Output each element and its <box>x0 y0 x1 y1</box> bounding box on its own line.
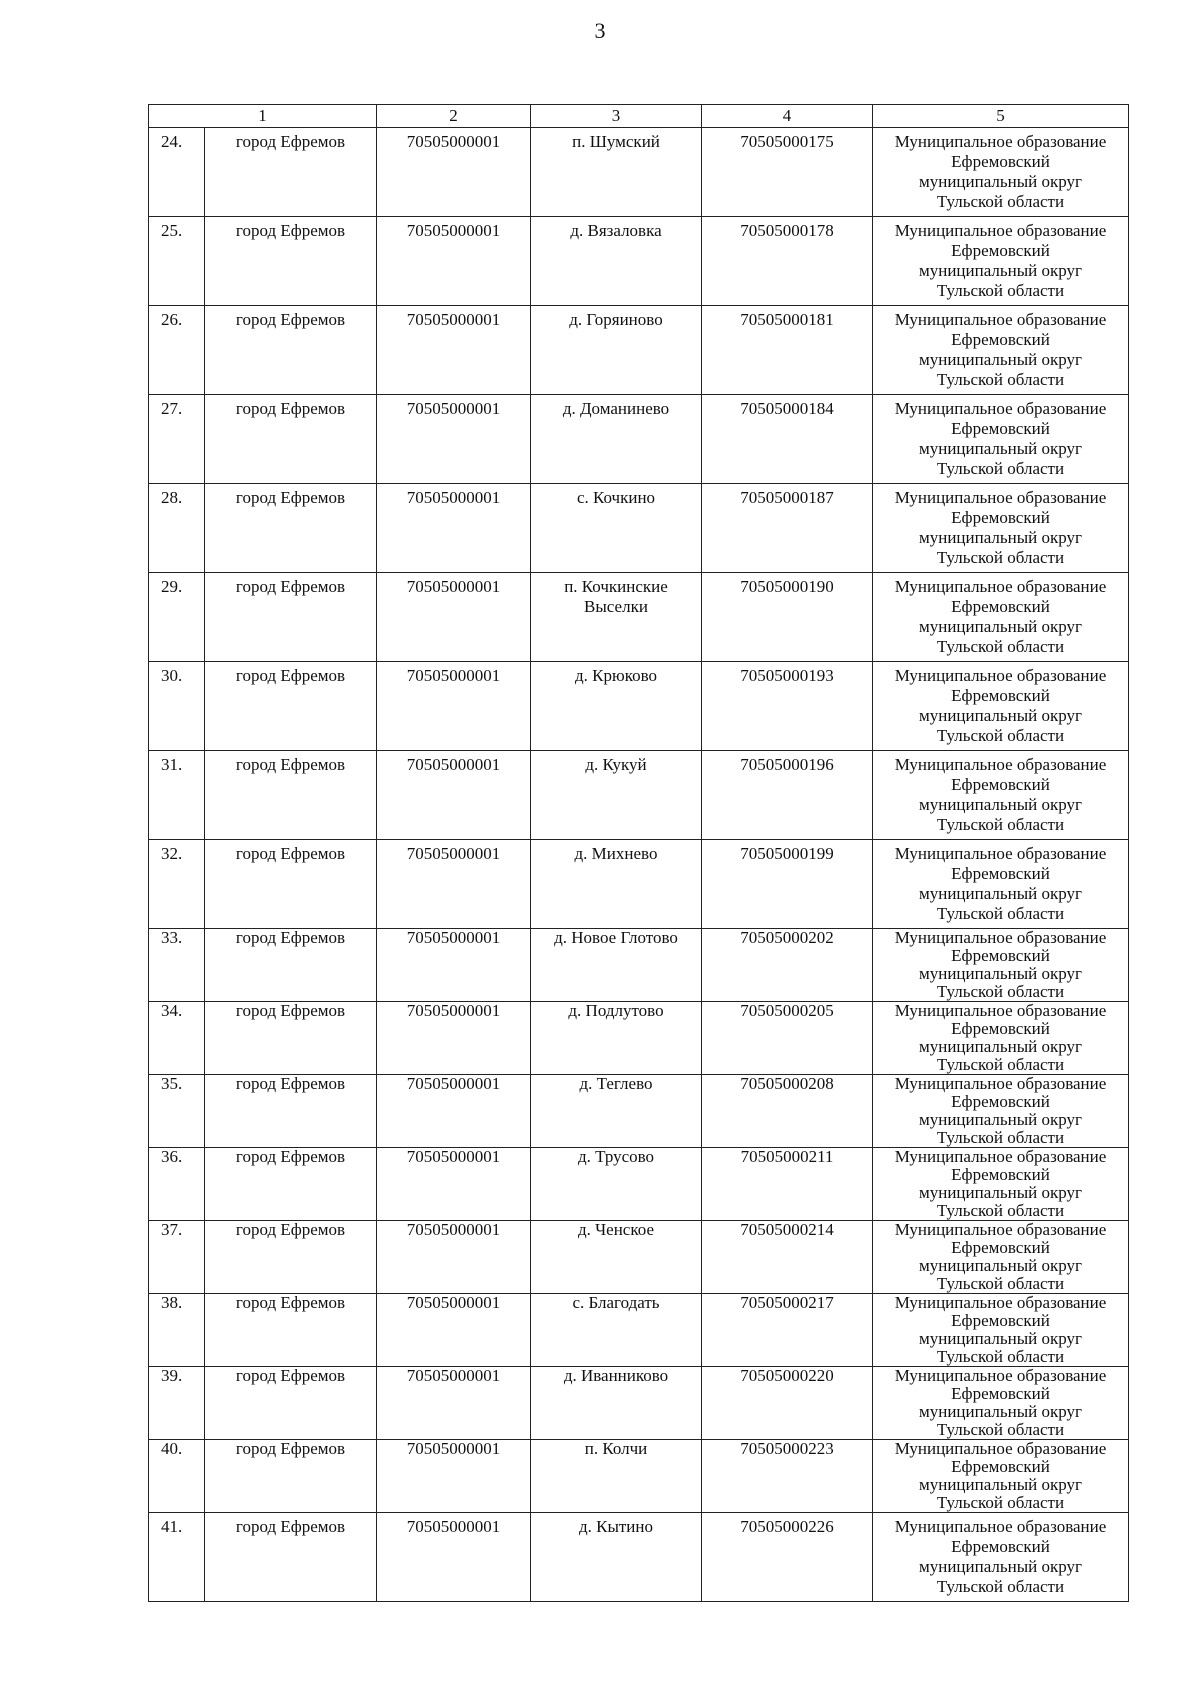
row-number-cell: 36. <box>149 1148 205 1221</box>
table-row <box>149 1294 1129 1367</box>
city-code-cell: 70505000001 <box>377 662 531 751</box>
municipality-cell <box>873 1148 1129 1221</box>
city-code-cell: 70505000001 <box>377 217 531 306</box>
city-cell: город Ефремов <box>205 1440 377 1513</box>
municipality-line: муниципальный округ <box>918 172 1083 191</box>
municipality-line: муниципальный округ <box>918 1329 1083 1348</box>
municipality-line: Муниципальное образование <box>894 666 1107 685</box>
city-cell: город Ефремов <box>205 128 377 217</box>
municipality-line: муниципальный округ <box>918 1402 1083 1421</box>
settlement-cell <box>531 840 702 929</box>
row-number-cell: 33. <box>149 929 205 1002</box>
settlement-line: п. Шумский <box>572 132 660 151</box>
settlement-cell <box>531 306 702 395</box>
settlement-code-cell: 70505000184 <box>702 395 873 484</box>
settlement-code-cell: 70505000217 <box>702 1294 873 1367</box>
municipality-line: Муниципальное образование <box>894 488 1107 507</box>
table-row <box>149 1367 1129 1440</box>
municipality-line: Ефремовский <box>951 419 1050 438</box>
row-number-cell: 35. <box>149 1075 205 1148</box>
settlement-code-cell: 70505000220 <box>702 1367 873 1440</box>
municipality-line: муниципальный округ <box>918 1110 1083 1129</box>
settlement-line: д. Кукуй <box>585 755 647 774</box>
settlement-line: д. Трусово <box>577 1147 655 1166</box>
city-cell: город Ефремов <box>205 1513 377 1602</box>
row-number-cell: 41. <box>149 1513 205 1602</box>
municipality-line: Тульской области <box>936 1493 1065 1512</box>
city-cell: город Ефремов <box>205 1294 377 1367</box>
municipality-line: муниципальный округ <box>918 1475 1083 1494</box>
row-number-cell: 34. <box>149 1002 205 1075</box>
municipality-line: Муниципальное образование <box>894 1220 1107 1239</box>
municipality-line: Муниципальное образование <box>894 1001 1107 1020</box>
settlement-line: п. Колчи <box>584 1439 648 1458</box>
municipality-line: Ефремовский <box>951 1019 1050 1038</box>
municipality-cell <box>873 1513 1129 1602</box>
municipality-line: Муниципальное образование <box>894 1074 1107 1093</box>
settlement-cell <box>531 1002 702 1075</box>
city-cell: город Ефремов <box>205 840 377 929</box>
municipality-line: Тульской области <box>936 1577 1065 1596</box>
municipality-line: Муниципальное образование <box>894 1439 1107 1458</box>
city-cell: город Ефремов <box>205 662 377 751</box>
municipality-line: муниципальный округ <box>918 1037 1083 1056</box>
table-row <box>149 306 1129 395</box>
municipality-line: Муниципальное образование <box>894 844 1107 863</box>
city-cell: город Ефремов <box>205 751 377 840</box>
table-row <box>149 1148 1129 1221</box>
city-cell: город Ефремов <box>205 484 377 573</box>
table-row <box>149 929 1129 1002</box>
settlement-line: д. Горяиново <box>569 310 663 329</box>
settlement-line: д. Михнево <box>574 844 658 863</box>
municipality-line: муниципальный округ <box>918 617 1083 636</box>
table-row <box>149 1002 1129 1075</box>
city-code-cell: 70505000001 <box>377 1294 531 1367</box>
municipality-line: муниципальный округ <box>918 1183 1083 1202</box>
settlement-cell <box>531 1294 702 1367</box>
municipality-line: Тульской области <box>936 904 1065 923</box>
table-row <box>149 217 1129 306</box>
settlement-cell <box>531 1148 702 1221</box>
settlement-line: с. Кочкино <box>576 488 656 507</box>
municipality-cell <box>873 929 1129 1002</box>
municipality-line: Ефремовский <box>951 597 1050 616</box>
city-cell: город Ефремов <box>205 306 377 395</box>
municipality-line: Муниципальное образование <box>894 1293 1107 1312</box>
city-code-cell: 70505000001 <box>377 1148 531 1221</box>
settlement-code-cell: 70505000199 <box>702 840 873 929</box>
city-code-cell: 70505000001 <box>377 1440 531 1513</box>
municipality-line: Тульской области <box>936 637 1065 656</box>
settlement-line: Выселки <box>584 597 648 616</box>
settlement-line: д. Иванниково <box>563 1366 669 1385</box>
municipality-line: Ефремовский <box>951 775 1050 794</box>
settlement-cell <box>531 1221 702 1294</box>
municipality-line: Ефремовский <box>951 241 1050 260</box>
municipality-line: Муниципальное образование <box>894 1517 1107 1536</box>
settlement-code-cell: 70505000208 <box>702 1075 873 1148</box>
municipality-cell <box>873 840 1129 929</box>
settlement-line: д. Крюково <box>575 666 657 685</box>
municipality-line: Ефремовский <box>951 508 1050 527</box>
settlement-line: д. Новое Глотово <box>554 928 678 947</box>
city-cell: город Ефремов <box>205 1367 377 1440</box>
settlement-code-cell: 70505000202 <box>702 929 873 1002</box>
municipality-line: Муниципальное образование <box>894 755 1107 774</box>
row-number-cell: 31. <box>149 751 205 840</box>
municipality-line: Тульской области <box>936 1055 1065 1074</box>
city-code-cell: 70505000001 <box>377 929 531 1002</box>
municipality-cell <box>873 128 1129 217</box>
municipality-line: муниципальный округ <box>918 1557 1083 1576</box>
municipality-line: Тульской области <box>936 1274 1065 1293</box>
municipality-line: Тульской области <box>936 815 1065 834</box>
city-code-cell: 70505000001 <box>377 1075 531 1148</box>
municipality-line: Ефремовский <box>951 330 1050 349</box>
header-col-5: 5 <box>873 105 1129 128</box>
table-row <box>149 1075 1129 1148</box>
settlement-cell <box>531 395 702 484</box>
city-code-cell: 70505000001 <box>377 128 531 217</box>
municipality-line: муниципальный округ <box>918 261 1083 280</box>
municipality-cell <box>873 751 1129 840</box>
row-number-cell: 32. <box>149 840 205 929</box>
municipality-cell <box>873 484 1129 573</box>
row-number-cell: 24. <box>149 128 205 217</box>
municipality-line: муниципальный округ <box>918 350 1083 369</box>
settlement-cell <box>531 1513 702 1602</box>
city-cell: город Ефремов <box>205 1075 377 1148</box>
row-number-cell: 28. <box>149 484 205 573</box>
row-number-cell: 25. <box>149 217 205 306</box>
header-col-4: 4 <box>702 105 873 128</box>
row-number-cell: 39. <box>149 1367 205 1440</box>
municipality-line: Ефремовский <box>951 1238 1050 1257</box>
settlements-table <box>148 104 1129 1602</box>
municipality-line: муниципальный округ <box>918 439 1083 458</box>
settlement-line: д. Ченское <box>577 1220 655 1239</box>
page-number: 3 <box>594 18 606 43</box>
municipality-line: Тульской области <box>936 1347 1065 1366</box>
table-row <box>149 1221 1129 1294</box>
table-row <box>149 1513 1129 1602</box>
municipality-line: Тульской области <box>936 1201 1065 1220</box>
municipality-line: Тульской области <box>936 548 1065 567</box>
settlement-code-cell: 70505000190 <box>702 573 873 662</box>
settlement-code-cell: 70505000181 <box>702 306 873 395</box>
city-code-cell: 70505000001 <box>377 306 531 395</box>
municipality-line: Ефремовский <box>951 1384 1050 1403</box>
header-col-1: 1 <box>149 105 377 128</box>
settlement-code-cell: 70505000178 <box>702 217 873 306</box>
municipality-line: Муниципальное образование <box>894 577 1107 596</box>
municipality-line: Тульской области <box>936 370 1065 389</box>
municipality-line: Муниципальное образование <box>894 1147 1107 1166</box>
city-cell: город Ефремов <box>205 395 377 484</box>
municipality-line: муниципальный округ <box>918 795 1083 814</box>
municipality-line: Муниципальное образование <box>894 310 1107 329</box>
municipality-cell <box>873 1075 1129 1148</box>
municipality-cell <box>873 1367 1129 1440</box>
settlement-cell <box>531 1367 702 1440</box>
table-row <box>149 1440 1129 1513</box>
municipality-line: Тульской области <box>936 1420 1065 1439</box>
row-number-cell: 38. <box>149 1294 205 1367</box>
municipality-line: муниципальный округ <box>918 1256 1083 1275</box>
city-code-cell: 70505000001 <box>377 1367 531 1440</box>
settlement-cell <box>531 128 702 217</box>
settlement-code-cell: 70505000196 <box>702 751 873 840</box>
city-code-cell: 70505000001 <box>377 1513 531 1602</box>
municipality-line: Муниципальное образование <box>894 399 1107 418</box>
municipality-cell <box>873 217 1129 306</box>
city-code-cell: 70505000001 <box>377 1221 531 1294</box>
settlement-line: д. Кытино <box>578 1517 654 1536</box>
municipality-line: Муниципальное образование <box>894 928 1107 947</box>
city-code-cell: 70505000001 <box>377 484 531 573</box>
municipality-line: муниципальный округ <box>918 706 1083 725</box>
municipality-line: Муниципальное образование <box>894 221 1107 240</box>
city-code-cell: 70505000001 <box>377 573 531 662</box>
municipality-line: Тульской области <box>936 726 1065 745</box>
settlement-cell <box>531 1075 702 1148</box>
municipality-cell <box>873 1221 1129 1294</box>
city-code-cell: 70505000001 <box>377 840 531 929</box>
municipality-line: Ефремовский <box>951 152 1050 171</box>
municipality-line: Ефремовский <box>951 1537 1050 1556</box>
municipality-line: Тульской области <box>936 1128 1065 1147</box>
municipality-line: Ефремовский <box>951 946 1050 965</box>
row-number-cell: 27. <box>149 395 205 484</box>
settlement-code-cell: 70505000226 <box>702 1513 873 1602</box>
municipality-line: Ефремовский <box>951 686 1050 705</box>
municipality-cell <box>873 1294 1129 1367</box>
settlement-line: д. Подлутово <box>568 1001 664 1020</box>
city-cell: город Ефремов <box>205 1002 377 1075</box>
settlement-code-cell: 70505000205 <box>702 1002 873 1075</box>
row-number-cell: 37. <box>149 1221 205 1294</box>
municipality-line: Тульской области <box>936 192 1065 211</box>
settlement-code-cell: 70505000187 <box>702 484 873 573</box>
municipality-cell <box>873 306 1129 395</box>
settlement-cell <box>531 1440 702 1513</box>
table-row <box>149 395 1129 484</box>
settlement-cell <box>531 751 702 840</box>
table-body <box>149 105 1129 1602</box>
settlement-cell <box>531 662 702 751</box>
city-cell: город Ефремов <box>205 1148 377 1221</box>
table-row <box>149 573 1129 662</box>
municipality-line: Ефремовский <box>951 1311 1050 1330</box>
municipality-line: Муниципальное образование <box>894 132 1107 151</box>
municipality-line: Тульской области <box>936 459 1065 478</box>
municipality-cell <box>873 662 1129 751</box>
row-number-cell: 40. <box>149 1440 205 1513</box>
municipality-line: Ефремовский <box>951 1092 1050 1111</box>
settlement-code-cell: 70505000223 <box>702 1440 873 1513</box>
city-code-cell: 70505000001 <box>377 751 531 840</box>
municipality-cell <box>873 1440 1129 1513</box>
municipality-line: Муниципальное образование <box>894 1366 1107 1385</box>
municipality-line: Тульской области <box>936 982 1065 1001</box>
municipality-line: муниципальный округ <box>918 964 1083 983</box>
settlement-line: п. Кочкинские <box>564 577 668 596</box>
settlement-cell <box>531 217 702 306</box>
header-row <box>149 105 1129 128</box>
row-number-cell: 29. <box>149 573 205 662</box>
municipality-line: Ефремовский <box>951 864 1050 883</box>
settlement-code-cell: 70505000211 <box>702 1148 873 1221</box>
city-cell: город Ефремов <box>205 573 377 662</box>
settlement-line: д. Доманинево <box>562 399 670 418</box>
table-row <box>149 751 1129 840</box>
row-number-cell: 26. <box>149 306 205 395</box>
settlement-cell <box>531 484 702 573</box>
city-cell: город Ефремов <box>205 217 377 306</box>
settlement-cell <box>531 573 702 662</box>
row-number-cell: 30. <box>149 662 205 751</box>
header-col-2: 2 <box>377 105 531 128</box>
settlement-code-cell: 70505000214 <box>702 1221 873 1294</box>
city-cell: город Ефремов <box>205 929 377 1002</box>
settlement-line: д. Вязаловка <box>570 221 662 240</box>
municipality-line: Ефремовский <box>951 1165 1050 1184</box>
table-row <box>149 662 1129 751</box>
city-cell: город Ефремов <box>205 1221 377 1294</box>
municipality-cell <box>873 573 1129 662</box>
municipality-cell <box>873 395 1129 484</box>
settlement-code-cell: 70505000175 <box>702 128 873 217</box>
municipality-line: муниципальный округ <box>918 528 1083 547</box>
municipality-line: муниципальный округ <box>918 884 1083 903</box>
settlement-line: д. Теглево <box>579 1074 653 1093</box>
municipality-line: Тульской области <box>936 281 1065 300</box>
settlement-cell <box>531 929 702 1002</box>
municipality-line: Ефремовский <box>951 1457 1050 1476</box>
city-code-cell: 70505000001 <box>377 1002 531 1075</box>
settlement-line: с. Благодать <box>572 1293 660 1312</box>
settlement-code-cell: 70505000193 <box>702 662 873 751</box>
table-row <box>149 484 1129 573</box>
header-col-3: 3 <box>531 105 702 128</box>
municipality-cell <box>873 1002 1129 1075</box>
table-row <box>149 128 1129 217</box>
table-row <box>149 840 1129 929</box>
city-code-cell: 70505000001 <box>377 395 531 484</box>
